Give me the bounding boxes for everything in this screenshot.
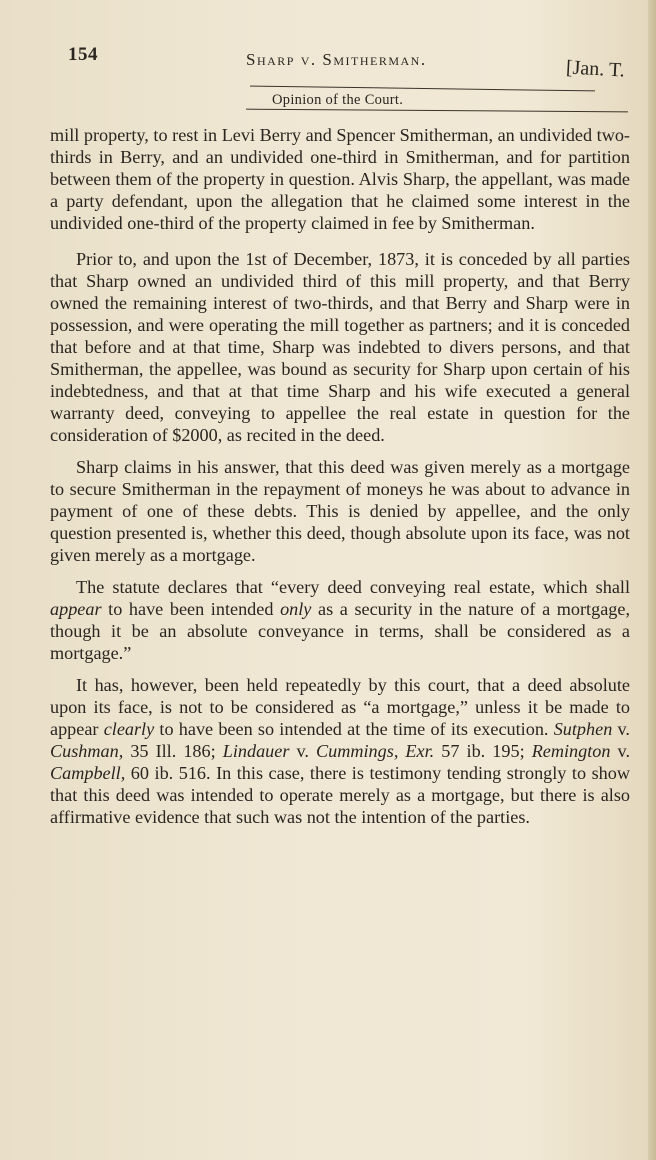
header-rule-top — [250, 86, 595, 92]
case-name: Sutphen — [553, 719, 613, 739]
text-run: to have been so intended at the time of its execution. — [154, 719, 554, 739]
emphasis-clearly: clearly — [103, 719, 155, 739]
paragraph-1: mill property, to rest in Levi Berry and Spencer Smitherman, an undivided two-thirds in Berry, and an undivided one-third in Smitherman, and for partition between them of the property in question. Alvis Sharp, the appellant, was made a party defendant, upon the allegation that he claimed some interest in the undivided one-third of the property claimed in fee by Smitherman. — [50, 125, 630, 233]
page-number: 154 — [68, 44, 98, 65]
citation: 35 Ill. 186; — [123, 741, 223, 761]
emphasis-only: only — [280, 599, 312, 619]
case-name: Remington — [531, 741, 611, 761]
text-run: v. — [612, 719, 630, 739]
case-name: Lindauer — [222, 741, 290, 761]
text-run: The statute declares that “every deed conveying real estate, which shall — [76, 577, 630, 597]
case-name: Cummings, Exr. — [316, 741, 435, 761]
citation: 60 ib. 516. In this case, there is testimony tending strongly to show that this deed was intended to operate merely as a mortgage, but there is also affirmative evidence that such was not the intention of the parties. — [50, 763, 630, 827]
text-run: v. — [610, 741, 631, 761]
paragraph-3: Sharp claims in his answer, that this deed was given merely as a mortgage to secure Smitherman in the repayment of moneys he was about to advance in payment of one of these debts. This is denied by appellee, and the only question presented is, whether this deed, though absolute upon its face, was not given merely as a mortgage. — [50, 457, 630, 565]
text-run: to have been intended — [101, 599, 281, 619]
text-run: v. — [289, 741, 317, 761]
paragraph-4 — [50, 576, 630, 664]
body-text — [50, 124, 630, 838]
case-name: Campbell, — [50, 763, 126, 783]
case-name: Cushman, — [50, 741, 124, 761]
page-edge — [648, 0, 656, 1160]
section-label: Opinion of the Court. — [272, 92, 404, 108]
text-run: as a security in the nature of a mortgage, though it be an absolute conveyance in terms, shall be considered as a mortgage.” — [50, 599, 630, 663]
header-rule-bottom — [246, 109, 628, 113]
running-title: Sharp v. Smitherman. — [246, 50, 427, 69]
paragraph-5 — [50, 674, 630, 828]
text-run: It has, however, been held repeatedly by this court, that a deed absolute upon its face, is not to be considered as “a mortgage,” unless it be made to appear — [50, 675, 630, 739]
citation: 57 ib. 195; — [434, 741, 532, 761]
term-label: [Jan. T. — [565, 56, 626, 82]
emphasis-appear: appear — [50, 599, 102, 619]
paragraph-2: Prior to, and upon the 1st of December, 1873, it is conceded by all parties that Sharp owned an undivided third of this mill property, and that Berry owned the remaining interest of two-thirds, and that Berry and Sharp were in possession, and were operating the mill together as partners; and it is conceded that before and at that time, Sharp was indebted to divers persons, and that Smitherman, the appellee, was bound as security for Sharp upon certain of his indebtedness, and that at that time Sharp and his wife executed a general warranty deed, conveying to appellee the real estate in question for the consideration of $2000, as recited in the deed. — [50, 249, 630, 445]
